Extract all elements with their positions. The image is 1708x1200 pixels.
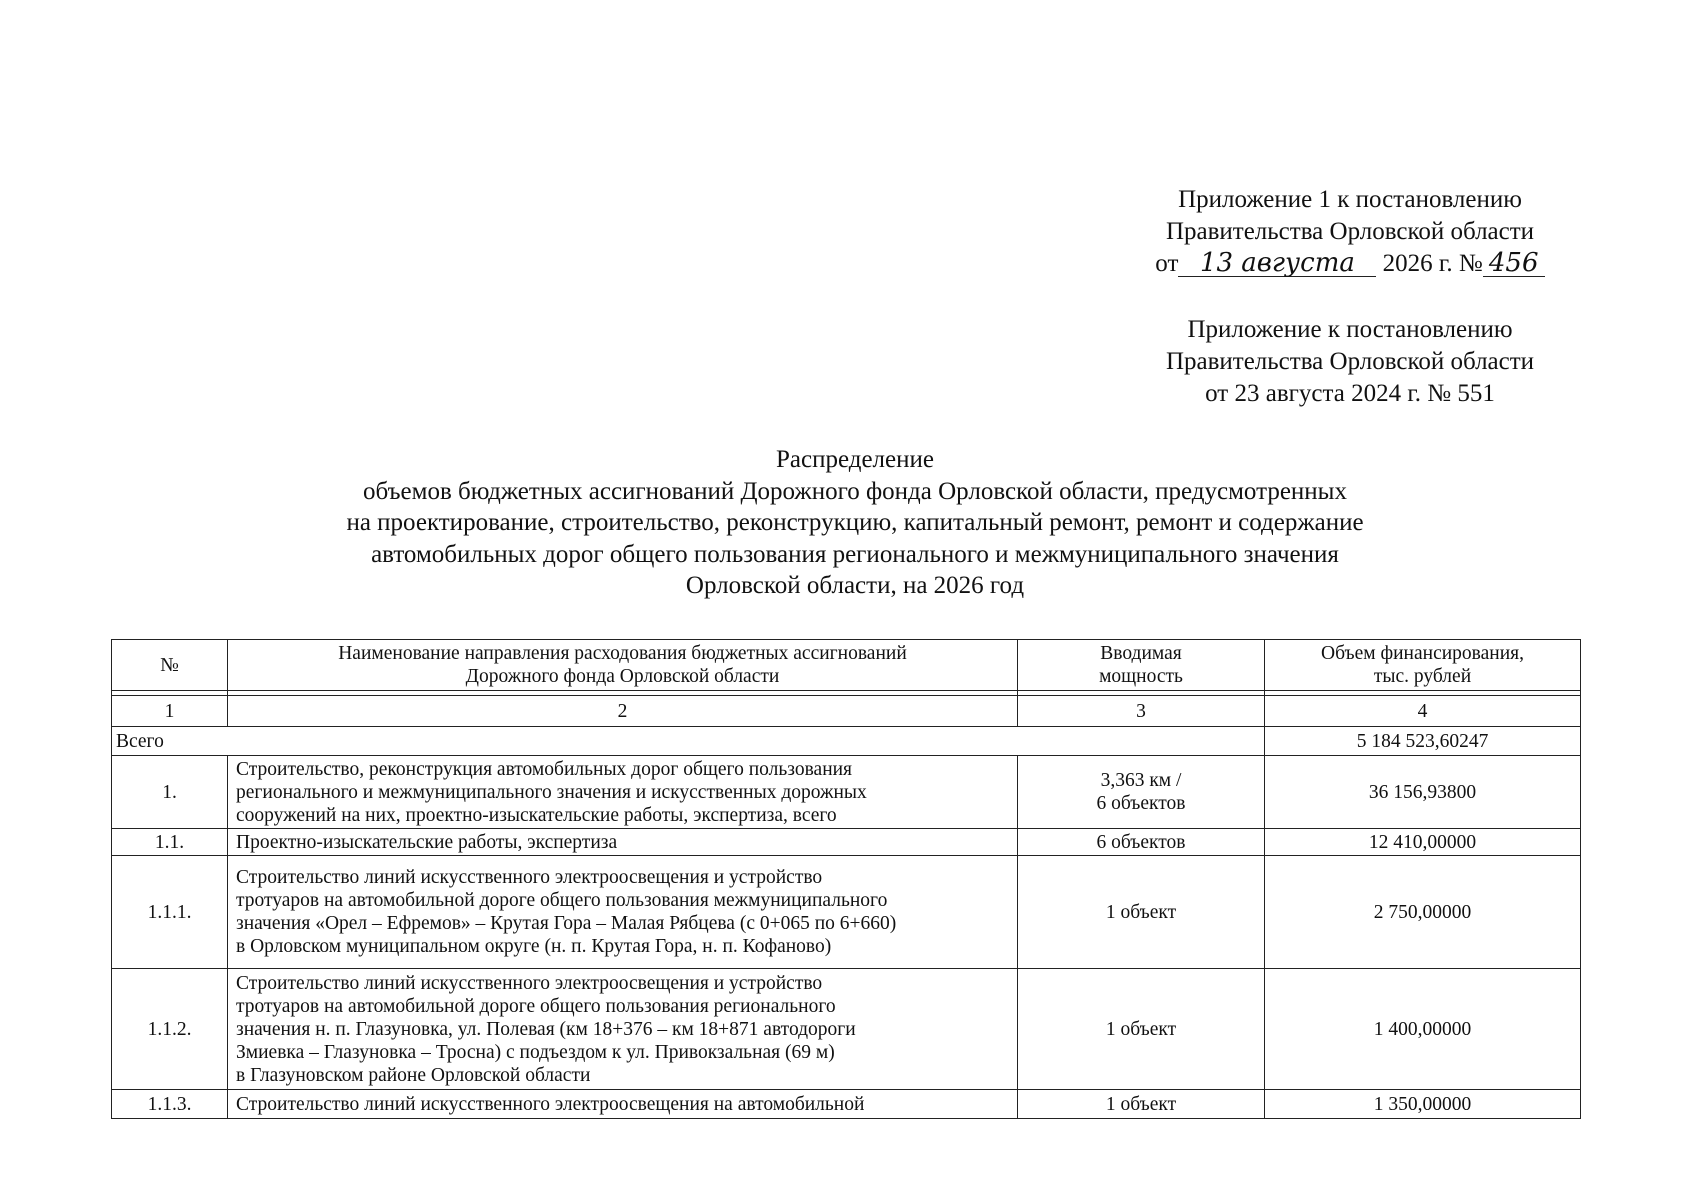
row-capacity-line: 1 объект	[1105, 901, 1177, 923]
row-num: 1.	[112, 756, 228, 829]
title-line2: объемов бюджетных ассигнований Дорожного фонда Орловской области, предусмотренных	[363, 477, 1347, 505]
table-row	[112, 829, 1581, 856]
appendix-1-header	[1120, 184, 1580, 280]
row-name-line: Строительство, реконструкция автомобильных дорог общего пользования	[236, 758, 853, 780]
total-row	[112, 727, 1581, 756]
handwritten-number: 456	[1483, 250, 1545, 277]
header-capacity-line2: мощность	[1099, 666, 1183, 687]
title-line1: Распределение	[776, 446, 934, 473]
appendix-orig-line1: Приложение к постановлению	[1187, 316, 1513, 343]
row-name-line: значения «Орел – Ефремов» – Крутая Гора – Малая Рябцева (с 0+065 по 6+660)	[236, 913, 897, 934]
row-name-line: Строительство линий искусственного электроосвещения и устройство	[236, 867, 823, 888]
table-row	[112, 1090, 1581, 1119]
title-line5: Орловской области, на 2026 год	[685, 572, 1025, 599]
column-index-4: 4	[1265, 696, 1581, 727]
appendix-orig-line3: от 23 августа 2024 г. № 551	[1205, 380, 1495, 407]
row-capacity	[1018, 829, 1265, 856]
row-num: 1.1.3.	[112, 1090, 228, 1119]
document-title	[200, 444, 1510, 602]
row-num: 1.1.2.	[112, 969, 228, 1090]
title-line4: автомобильных дорог общего пользования регионального и межмуниципального значения	[371, 540, 1339, 568]
row-name	[228, 756, 1018, 829]
row-name	[228, 856, 1018, 969]
row-financing: 36 156,93800	[1265, 756, 1581, 829]
row-name-line: тротуаров на автомобильной дороге общего пользования межмуниципального	[236, 890, 888, 911]
row-financing: 2 750,00000	[1265, 856, 1581, 969]
appendix-original-header	[1120, 314, 1580, 410]
allocation-table	[111, 639, 1581, 1119]
row-name-line: в Глазуновском районе Орловской области	[236, 1064, 591, 1086]
row-name-line: Строительство линий искусственного электроосвещения и устройство	[236, 972, 823, 994]
row-num: 1.1.1.	[112, 856, 228, 969]
row-name-line: сооружений на них, проектно-изыскательские работы, экспертиза, всего	[236, 804, 837, 826]
row-name-line: регионального и межмуниципального значения и искусственных дорожных	[236, 781, 867, 803]
column-index-2: 2	[228, 696, 1018, 727]
total-value: 5 184 523,60247	[1265, 727, 1581, 756]
handwritten-date: 13 августа	[1178, 250, 1376, 277]
row-capacity-line: 6 объектов	[1096, 831, 1186, 853]
title-line3: на проектирование, строительство, реконструкцию, капитальный ремонт, ремонт и содержание	[346, 509, 1364, 536]
row-capacity-line: 3,363 км /	[1100, 770, 1182, 791]
row-capacity-line: 1 объект	[1105, 1093, 1177, 1115]
row-financing: 1 350,00000	[1265, 1090, 1581, 1119]
row-name-line: тротуаров на автомобильной дороге общего пользования регионального	[236, 995, 836, 1017]
row-capacity	[1018, 756, 1265, 829]
header-financing	[1265, 640, 1581, 691]
row-name	[228, 1090, 1018, 1119]
column-index-3: 3	[1018, 696, 1265, 727]
row-name-line: значения н. п. Глазуновка, ул. Полевая (км 18+376 – км 18+871 автодороги	[236, 1018, 856, 1040]
column-index-1: 1	[112, 696, 228, 727]
appendix-1-line2: Правительства Орловской области	[1165, 218, 1535, 245]
row-capacity	[1018, 969, 1265, 1090]
header-capacity	[1018, 640, 1265, 691]
appendix-1-line3	[1120, 248, 1580, 280]
header-num: №	[112, 640, 228, 691]
table-row	[112, 969, 1581, 1090]
row-name	[228, 829, 1018, 856]
row-capacity-line: 6 объектов	[1096, 793, 1186, 814]
column-index-row	[112, 696, 1581, 727]
row-name-line: Проектно-изыскательские работы, экспертиза	[236, 831, 618, 853]
row-num: 1.1.	[112, 829, 228, 856]
total-label: Всего	[112, 727, 1265, 756]
table-row	[112, 856, 1581, 969]
row-name-line: Змиевка – Глазуновка – Тросна) с подъездом к ул. Привокзальная (69 м)	[236, 1041, 835, 1063]
appendix-1-line1: Приложение 1 к постановлению	[1178, 186, 1522, 213]
row-name	[228, 969, 1018, 1090]
appendix-orig-line2: Правительства Орловской области	[1165, 348, 1535, 375]
row-financing: 1 400,00000	[1265, 969, 1581, 1090]
header-name-line1: Наименование направления расходования бюджетных ассигнований	[338, 643, 907, 664]
from-label: от	[1155, 250, 1179, 277]
row-name-line: в Орловском муниципальном округе (н. п. Крутая Гора, н. п. Кофаново)	[236, 936, 832, 957]
row-capacity	[1018, 856, 1265, 969]
header-capacity-line1: Вводимая	[1100, 643, 1182, 664]
header-name-line2: Дорожного фонда Орловской области	[465, 666, 780, 687]
table-row	[112, 756, 1581, 829]
header-financing-line1: Объем финансирования,	[1321, 643, 1524, 664]
row-capacity-line: 1 объект	[1105, 1018, 1177, 1040]
table-header-row	[112, 640, 1581, 691]
header-name	[228, 640, 1018, 691]
row-name-line: Строительство линий искусственного электроосвещения на автомобильной	[236, 1093, 865, 1115]
year-label: 2026 г. №	[1382, 250, 1483, 277]
row-financing: 12 410,00000	[1265, 829, 1581, 856]
row-capacity	[1018, 1090, 1265, 1119]
header-financing-line2: тыс. рублей	[1373, 666, 1472, 687]
